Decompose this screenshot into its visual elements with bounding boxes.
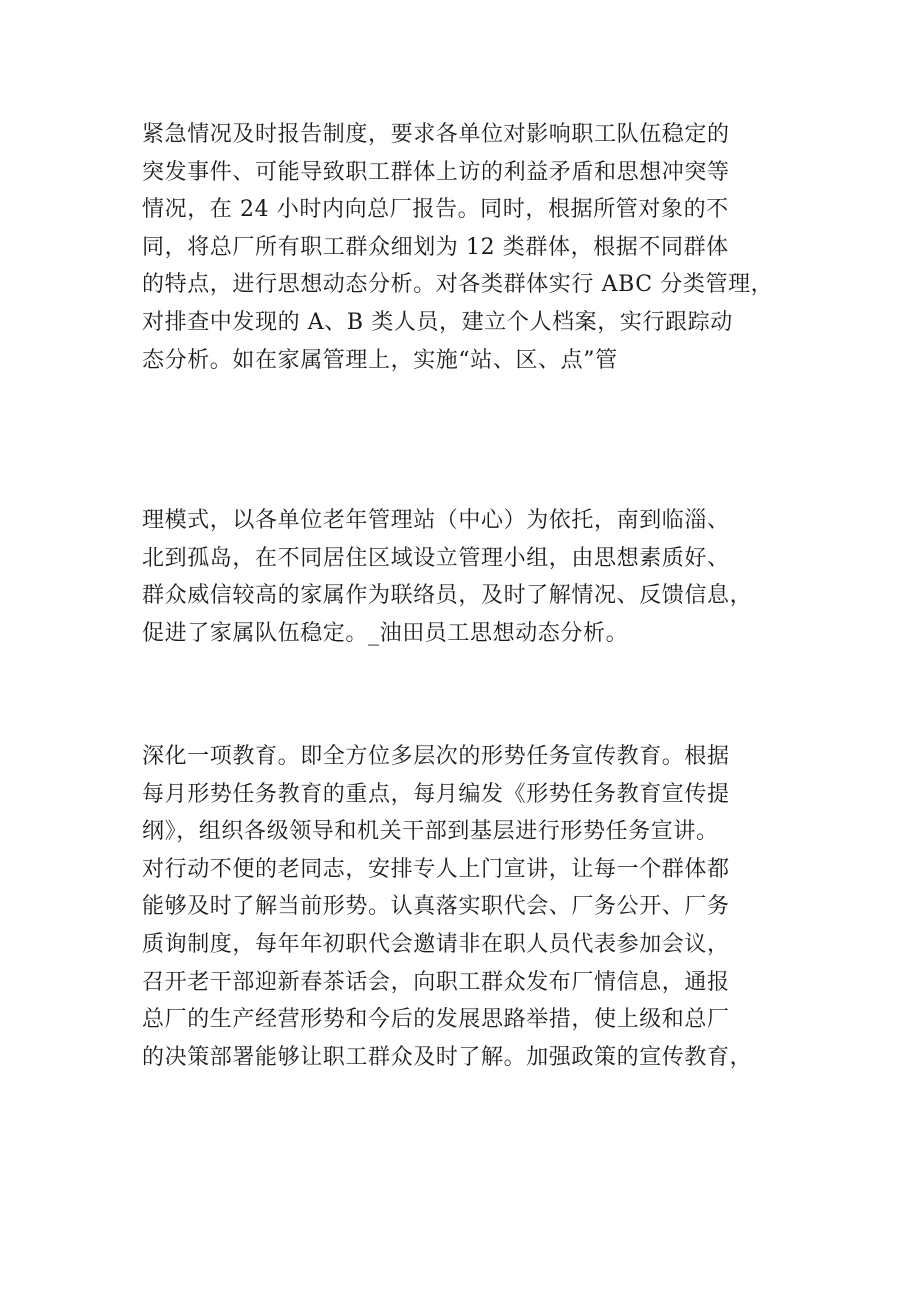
text-line: 紧急情况及时报告制度，要求各单位对影响职工队伍稳定的 bbox=[142, 122, 730, 147]
text-line: 态分析。如在家属管理上，实施“站、区、点”管 bbox=[142, 347, 618, 373]
text-line: 北到孤岛，在不同居住区域设立管理小组，由思想素质好、 bbox=[142, 545, 730, 571]
text-line: 对行动不便的老同志，安排专人上门宣讲，让每一个群体都 bbox=[142, 856, 730, 882]
text-line: 促进了家属队伍稳定。_油田员工思想动态分析。 bbox=[142, 620, 629, 646]
text-line: 的决策部署能够让职工群众及时了解。加强政策的宣传教育， bbox=[142, 1044, 753, 1070]
text-line: 同，将总厂所有职工群众细划为 12 类群体，根据不同群体 bbox=[142, 234, 729, 260]
text-line: 纲》，组织各级领导和机关干部到基层进行形势任务宣讲。 bbox=[142, 819, 719, 845]
text-line: 群众威信较高的家属作为联络员，及时了解情况、反馈信息， bbox=[142, 583, 753, 609]
text-line: 总厂的生产经营形势和今后的发展思路举措，使上级和总厂 bbox=[142, 1007, 730, 1033]
text-line: 突发事件、可能导致职工群体上访的利益矛盾和思想冲突等 bbox=[142, 159, 730, 185]
paragraph-2 bbox=[142, 502, 792, 652]
text-line: 质询制度，每年年初职代会邀请非在职人员代表参加会议， bbox=[142, 931, 730, 957]
text-line: 理模式，以各单位老年管理站（中心）为依托，南到临淄、 bbox=[142, 508, 730, 533]
text-line: 的特点，进行思想动态分析。对各类群体实行 ABC 分类管理， bbox=[142, 272, 774, 298]
text-line: 深化一项教育。即全方位多层次的形势任务宣传教育。根据 bbox=[142, 744, 730, 769]
text-line: 对排查中发现的 A、B 类人员，建立个人档案，实行跟踪动 bbox=[142, 309, 733, 335]
text-line: 情况，在 24 小时内向总厂报告。同时，根据所管对象的不 bbox=[142, 197, 729, 223]
paragraph-3 bbox=[142, 738, 792, 1076]
text-line: 每月形势任务教育的重点，每月编发《形势任务教育宣传提 bbox=[142, 781, 730, 807]
text-line: 能够及时了解当前形势。认真落实职代会、厂务公开、厂务 bbox=[142, 894, 730, 920]
paragraph-1 bbox=[142, 116, 792, 379]
text-line: 召开老干部迎新春茶话会，向职工群众发布厂情信息，通报 bbox=[142, 969, 730, 995]
